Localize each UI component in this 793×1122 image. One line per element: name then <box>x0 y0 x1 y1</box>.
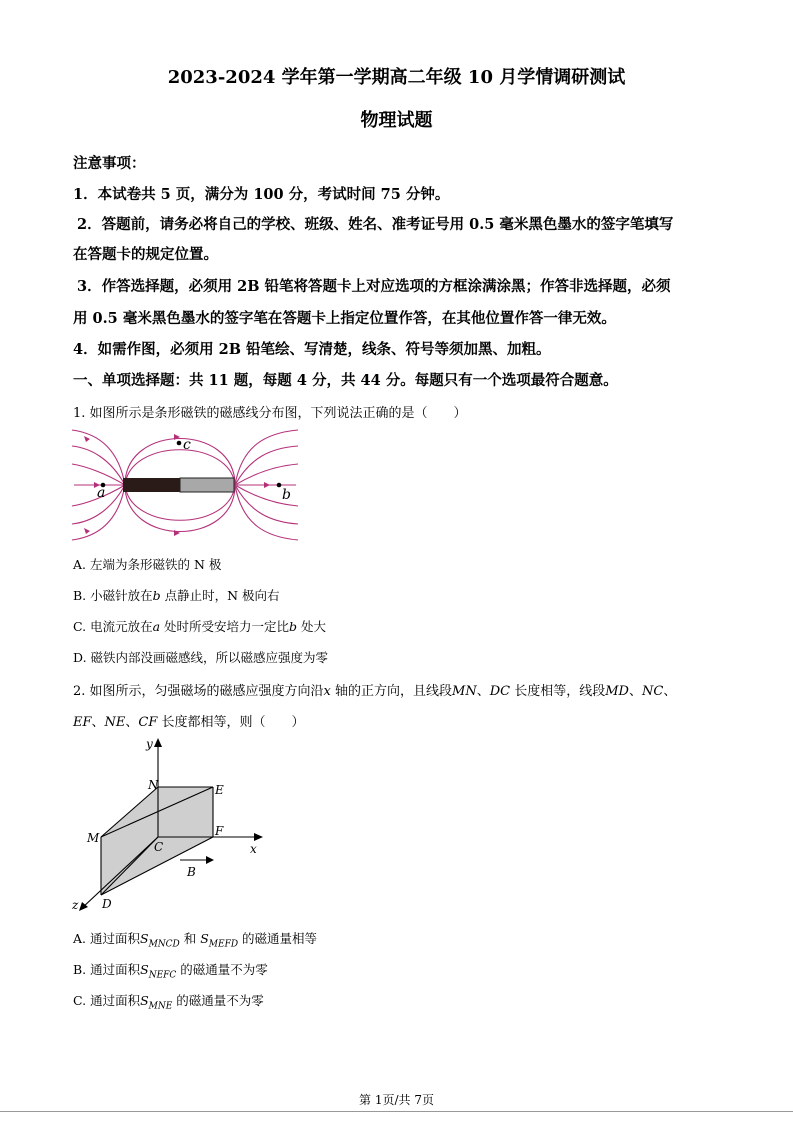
note-3a: 3．作答选择题，必须用 2B 铅笔将答题卡上对应选项的方框涂满涂黑；作答非选择题，必须 <box>77 278 671 295</box>
q2-stem-line2: EF、NE、CF 长度都相等，则（ ） <box>73 715 305 730</box>
label-D: D <box>102 897 112 911</box>
label-B: B <box>187 865 196 879</box>
footer-rule <box>0 1111 793 1112</box>
exam-title: 2023-2024 学年第一学期高二年级 10 月学情调研测试 <box>167 67 626 88</box>
label-N: N <box>148 778 159 792</box>
q2-option-b: B. 通过面积$S_{NEFC}$ 的磁通量不为零 <box>73 962 268 981</box>
label-E: E <box>215 783 224 797</box>
point-b <box>277 483 282 488</box>
q1-option-d: D. 磁铁内部没画磁感线，所以磁感应强度为零 <box>73 650 329 665</box>
q2-option-c: C. 通过面积$S_{MNE}$ 的磁通量不为零 <box>73 993 264 1012</box>
label-b: b <box>282 487 291 503</box>
label-F: F <box>215 824 224 838</box>
note-2a: 2．答题前，请务必将自己的学校、班级、姓名、准考证号用 0.5 毫米黑色墨水的签字笔填写 <box>77 216 674 233</box>
label-a: a <box>97 485 106 501</box>
notes-header: 注意事项： <box>73 155 146 172</box>
magnet-right-half <box>180 478 234 492</box>
note-3b: 用 0.5 毫米黑色墨水的签字笔在答题卡上指定位置作答，在其他位置作答一律无效。 <box>73 310 616 327</box>
label-x: x <box>250 842 257 856</box>
point-c <box>177 441 182 446</box>
note-4: 4．如需作图，必须用 2B 铅笔绘、写清楚，线条、符号等须加黑、加粗。 <box>73 341 551 358</box>
q1-option-c: C. 电流元放在a 处时所受安培力一定比b 处大 <box>73 619 327 634</box>
q1-option-a: A. 左端为条形磁铁的 N 极 <box>73 557 222 572</box>
magnet-field-figure <box>70 428 300 543</box>
prism-figure <box>68 735 268 915</box>
magnet-left-half <box>123 478 180 492</box>
label-C: C <box>154 840 164 854</box>
exam-subtitle: 物理试题 <box>360 110 433 131</box>
label-M: M <box>87 831 100 845</box>
section-heading: 一、单项选择题：共 11 题，每题 4 分，共 44 分。每题只有一个选项最符合题意。 <box>73 372 618 389</box>
q2-option-a: A. 通过面积$S_{MNCD}$ 和 $S_{MEFD}$ 的磁通量相等 <box>73 931 318 950</box>
label-y: y <box>146 737 153 751</box>
q2-stem-line1: 2. 如图所示，匀强磁场的磁感应强度方向沿x 轴的正方向，且线段MN、DC 长度相等，线段MD、NC、 <box>73 684 677 699</box>
page-footer: 第 1页/共 7页 <box>359 1093 434 1107</box>
note-1: 1．本试卷共 5 页，满分为 100 分，考试时间 75 分钟。 <box>73 186 450 203</box>
note-2b: 在答题卡的规定位置。 <box>73 246 218 263</box>
q1-option-b: B. 小磁针放在b 点静止时，N 极向右 <box>73 588 280 603</box>
label-z: z <box>72 898 79 912</box>
label-c: c <box>183 437 191 453</box>
q1-stem: 1. 如图所示是条形磁铁的磁感线分布图，下列说法正确的是（ ） <box>73 406 467 421</box>
